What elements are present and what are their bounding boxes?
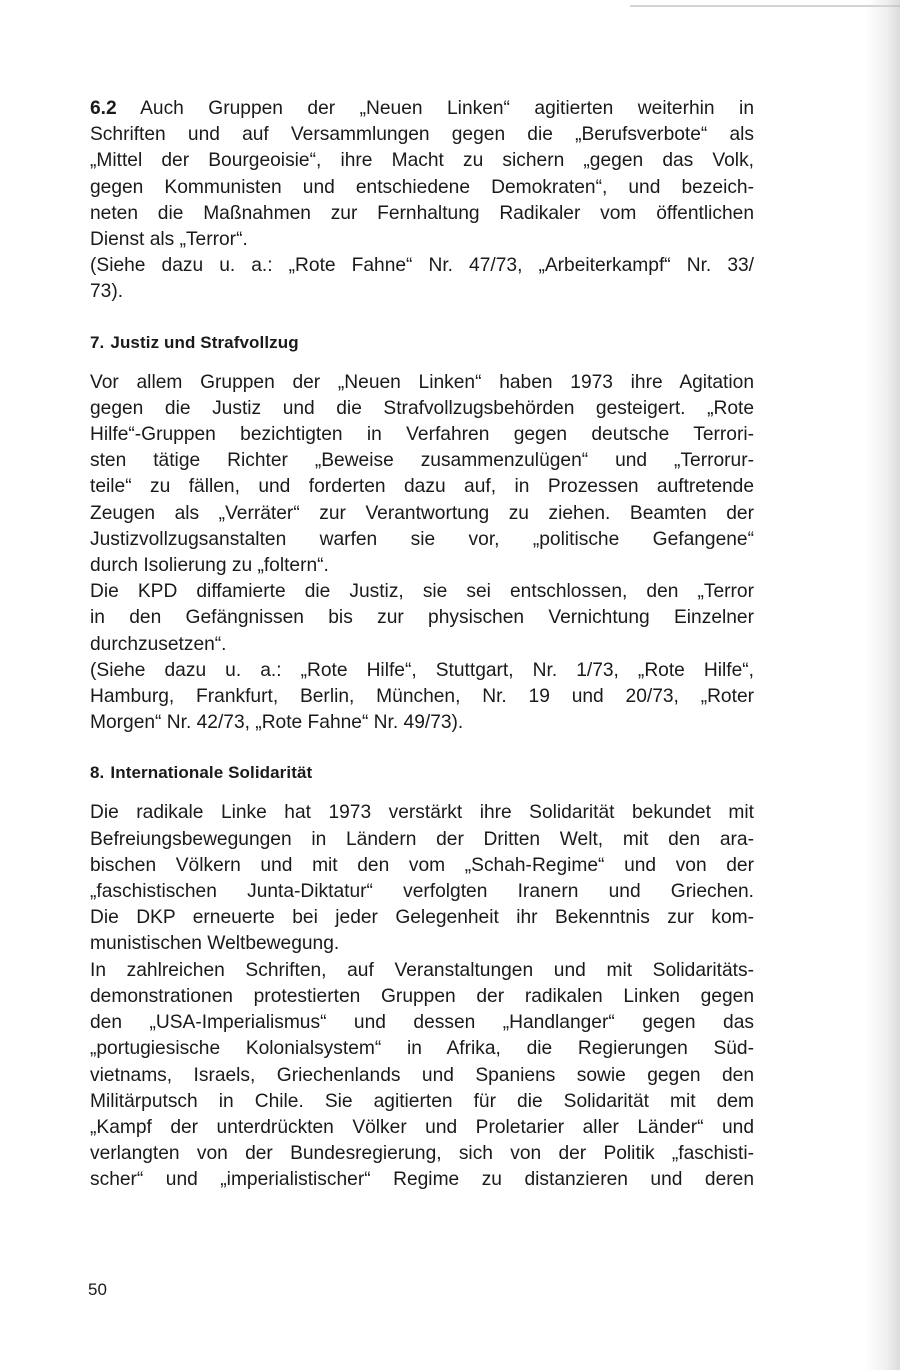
paragraph-line: (Siehe dazu u. a.: „Rote Hilfe“, Stuttgart, Nr. 1/73, „Rote Hilfe“, bbox=[90, 659, 754, 681]
paragraph-line: Schriften und auf Versammlungen gegen die „Berufsverbote“ als bbox=[90, 124, 754, 146]
paragraph-line: „Mittel der Bourgeoisie“, ihre Macht zu sichern „gegen das Volk, bbox=[90, 150, 754, 172]
paragraph-line: Die DKP erneuerte bei jeder Gelegenheit ihr Bekenntnis zur kom- bbox=[90, 907, 754, 929]
paragraph-line: in den Gefängnissen bis zur physischen Vernichtung Einzelner bbox=[90, 607, 754, 629]
scan-edge-line bbox=[630, 5, 900, 7]
section-number: 7. bbox=[90, 332, 105, 352]
page-content bbox=[90, 96, 754, 1194]
section-title: Justiz und Strafvollzug bbox=[110, 332, 299, 352]
paragraph-line bbox=[90, 96, 754, 122]
paragraph-line: Militärputsch in Chile. Sie agitierten für die Solidarität mit dem bbox=[90, 1090, 754, 1112]
paragraph-line: (Siehe dazu u. a.: „Rote Fahne“ Nr. 47/73, „Arbeiterkampf“ Nr. 33/ bbox=[90, 255, 754, 277]
paragraph-line: Justizvollzugsanstalten warfen sie vor, „politische Gefangene“ bbox=[90, 528, 754, 550]
paragraph-line: bischen Völkern und mit den vom „Schah-Regime“ und von der bbox=[90, 854, 754, 876]
paragraph-line: Befreiungsbewegungen in Ländern der Dritten Welt, mit den ara- bbox=[90, 828, 754, 850]
paragraph-line: Hamburg, Frankfurt, Berlin, München, Nr. 19 und 20/73, „Roter bbox=[90, 686, 754, 708]
paragraph-line: sten tätige Richter „Beweise zusammenzulügen“ und „Terrorur- bbox=[90, 450, 754, 472]
paragraph-line: den „USA-Imperialismus“ und dessen „Handlanger“ gegen das bbox=[90, 1012, 754, 1034]
section-number: 6.2 bbox=[90, 98, 117, 119]
paragraph-line: Hilfe“-Gruppen bezichtigten in Verfahren gegen deutsche Terrori- bbox=[90, 424, 754, 446]
section-7-paragraph bbox=[90, 370, 754, 737]
paragraph-line: „portugiesische Kolonialsystem“ in Afrika, die Regierungen Süd- bbox=[90, 1038, 754, 1060]
paragraph-line: durch Isolierung zu „foltern“. bbox=[90, 555, 329, 577]
section-8-paragraph bbox=[90, 800, 754, 1193]
paragraph-line: 73). bbox=[90, 281, 124, 303]
section-title: Internationale Solidarität bbox=[110, 763, 313, 783]
section-6-2-paragraph bbox=[90, 96, 754, 306]
page-edge-shadow bbox=[866, 0, 900, 1370]
paragraph-line: neten die Maßnahmen zur Fernhaltung Radikaler vom öffentlichen bbox=[90, 202, 754, 224]
paragraph-line: Zeugen als „Verräter“ zur Verantwortung zu ziehen. Beamten der bbox=[90, 502, 754, 524]
section-number: 8. bbox=[90, 763, 105, 783]
line-text: Auch Gruppen der „Neuen Linken“ agitierten weiterhin in bbox=[140, 98, 754, 119]
section-8-heading bbox=[90, 760, 754, 786]
paragraph-line: Vor allem Gruppen der „Neuen Linken“ haben 1973 ihre Agitation bbox=[90, 371, 754, 393]
paragraph-line: munistischen Weltbewegung. bbox=[90, 933, 340, 955]
paragraph-line: durchzusetzen“. bbox=[90, 633, 227, 655]
paragraph-line: vietnams, Israels, Griechenlands und Spaniens sowie gegen den bbox=[90, 1064, 754, 1086]
paragraph-line: gegen Kommunisten und entschiedene Demokraten“, und bezeich- bbox=[90, 176, 754, 198]
paragraph-line: In zahlreichen Schriften, auf Veranstaltungen und mit Solidaritäts- bbox=[90, 959, 754, 981]
paragraph-line: Die radikale Linke hat 1973 verstärkt ihre Solidarität bekundet mit bbox=[90, 802, 754, 824]
paragraph-line: Morgen“ Nr. 42/73, „Rote Fahne“ Nr. 49/73). bbox=[90, 712, 464, 734]
paragraph-line: teile“ zu fällen, und forderten dazu auf, in Prozessen auftretende bbox=[90, 476, 754, 498]
page-number: 50 bbox=[88, 1280, 107, 1299]
paragraph-line: demonstrationen protestierten Gruppen der radikalen Linken gegen bbox=[90, 985, 754, 1007]
paragraph-line: scher“ und „imperialistischer“ Regime zu distanzieren und deren bbox=[90, 1169, 754, 1191]
paragraph-line: gegen die Justiz und die Strafvollzugsbehörden gesteigert. „Rote bbox=[90, 397, 754, 419]
paragraph-line: Die KPD diffamierte die Justiz, sie sei entschlossen, den „Terror bbox=[90, 581, 754, 603]
paragraph-line: verlangten von der Bundesregierung, sich von der Politik „faschisti- bbox=[90, 1143, 754, 1165]
paragraph-line: „Kampf der unterdrückten Völker und Proletarier aller Länder“ und bbox=[90, 1116, 754, 1138]
section-7-heading bbox=[90, 330, 754, 356]
paragraph-line: „faschistischen Junta-Diktatur“ verfolgten Iranern und Griechen. bbox=[90, 881, 754, 903]
paragraph-line: Dienst als „Terror“. bbox=[90, 229, 248, 251]
